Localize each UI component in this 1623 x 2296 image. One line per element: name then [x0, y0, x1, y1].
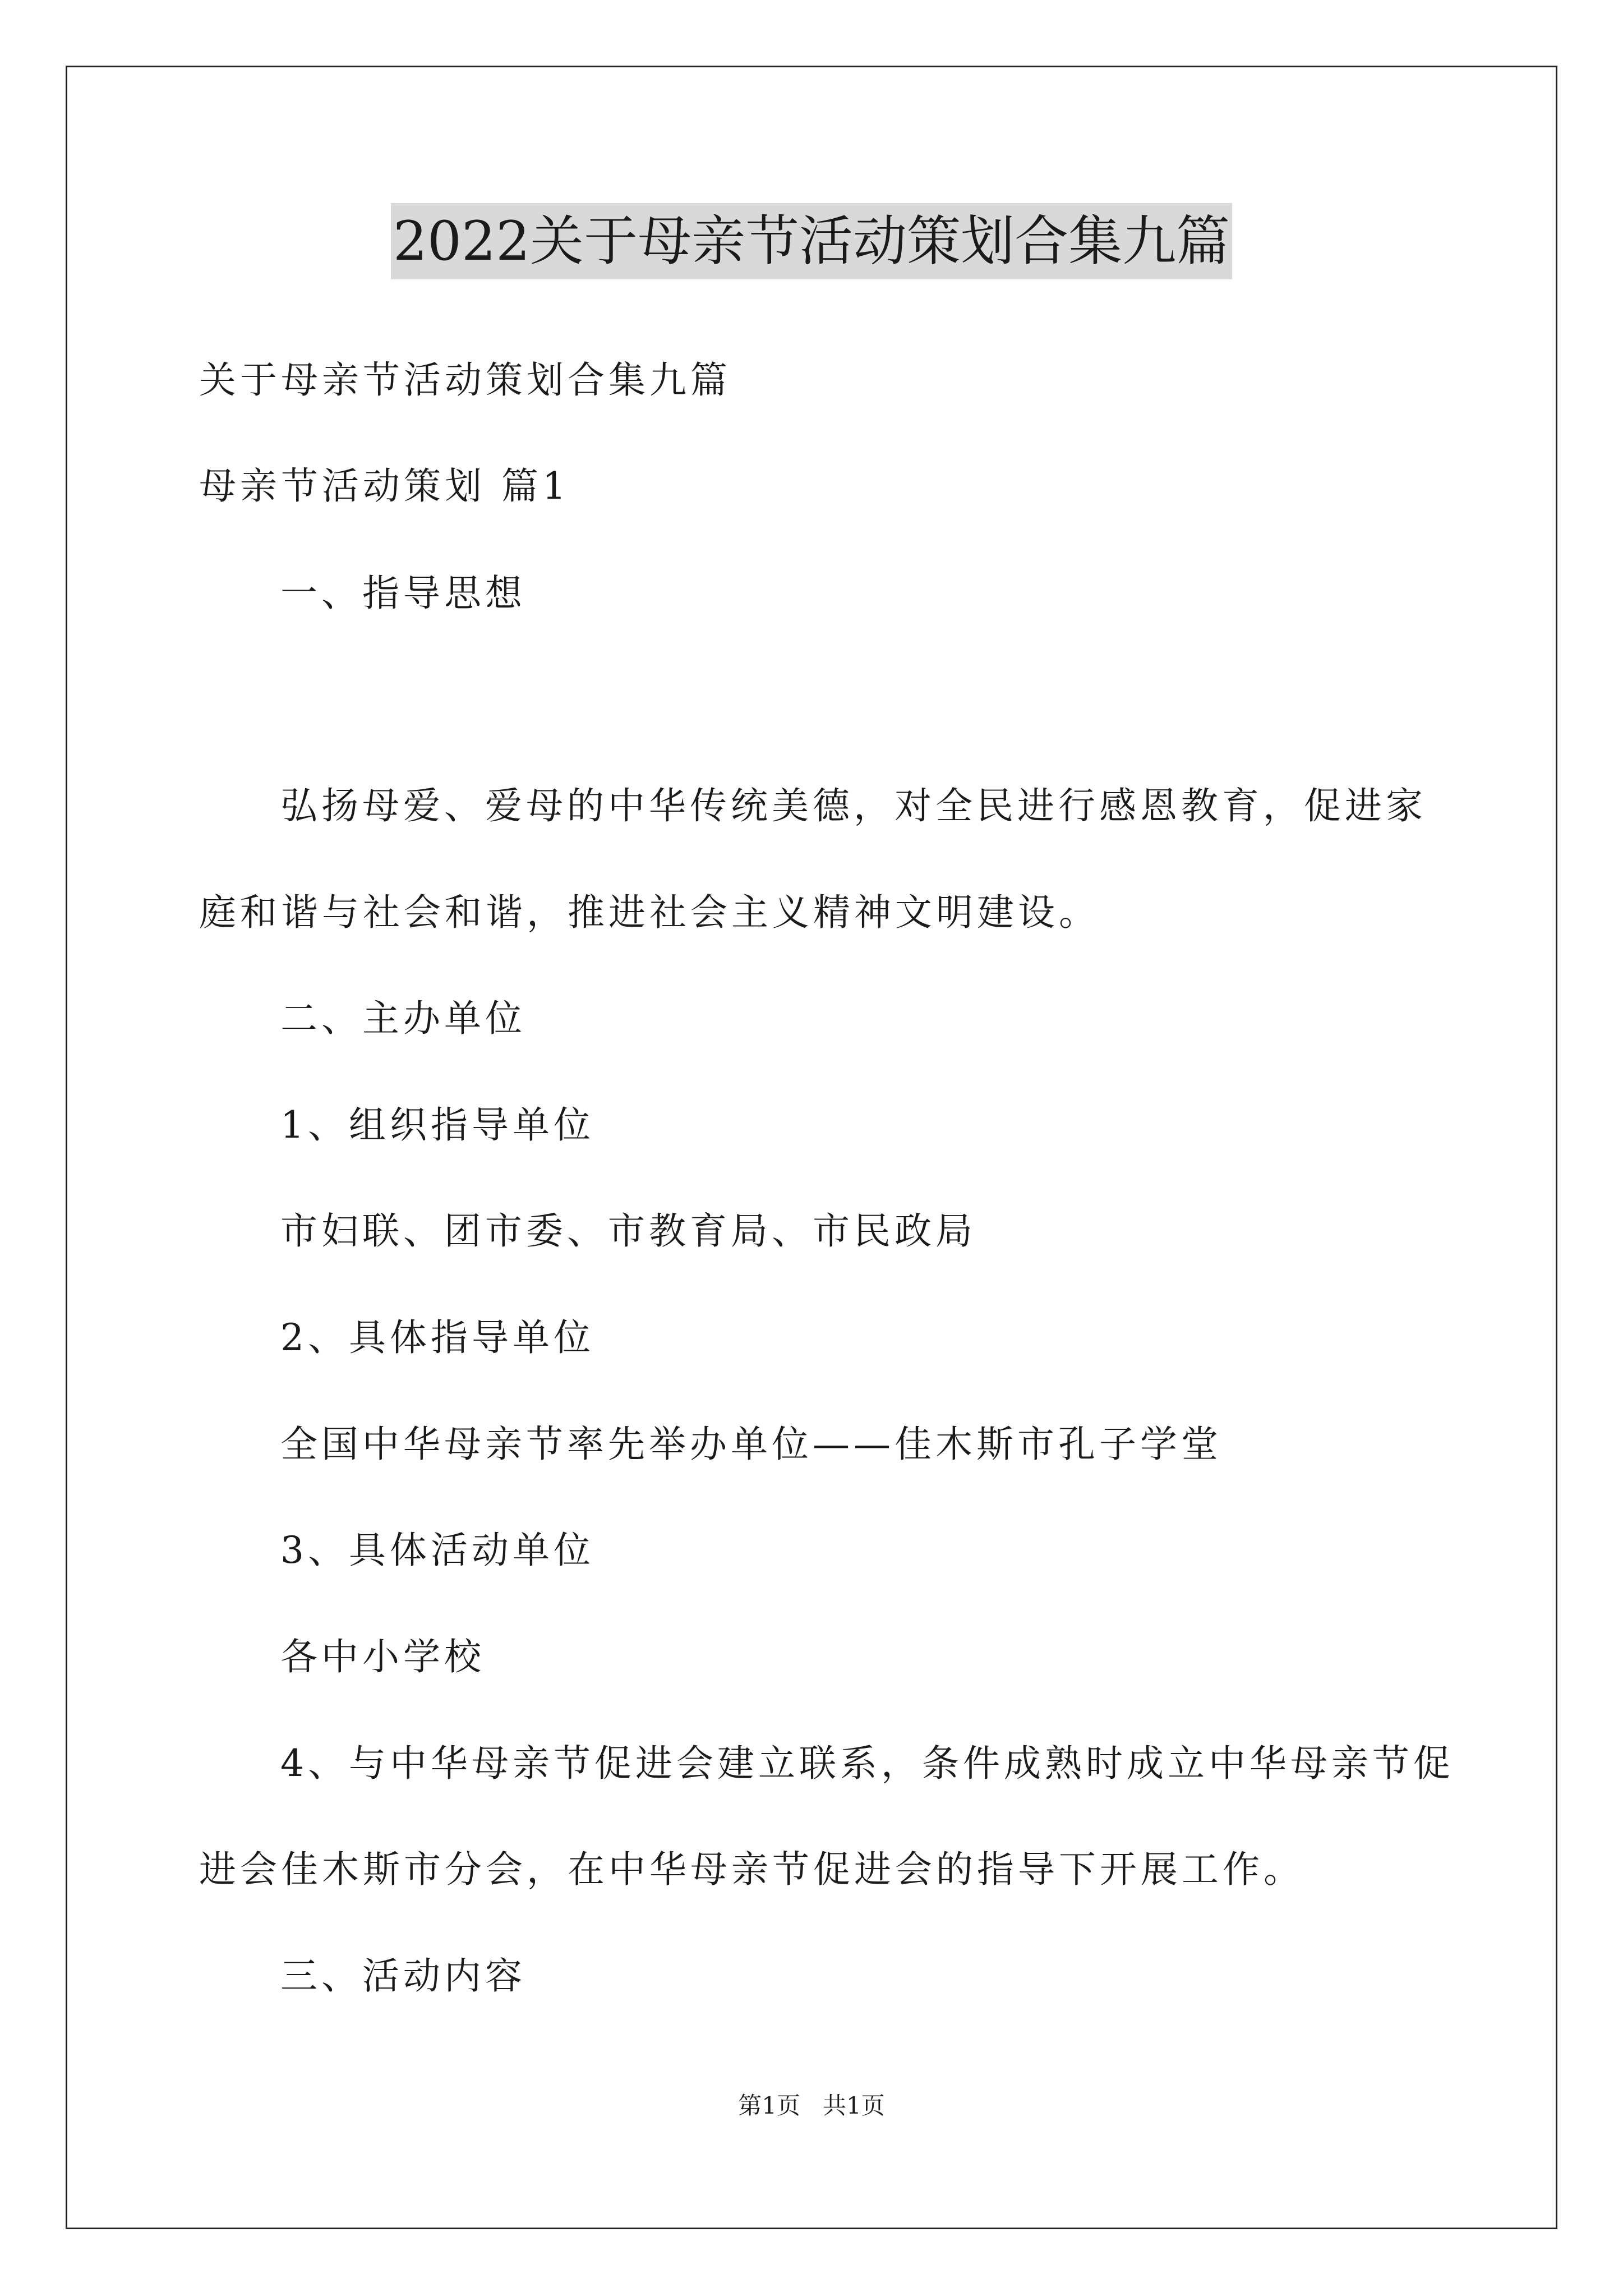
paragraph-line: 全国中华母亲节率先举办单位——佳木斯市孔子学堂 [280, 1423, 1222, 1466]
document-title: 2022关于母亲节活动策划合集九篇 [391, 203, 1232, 279]
paragraph-heading-activity-content: 三、活动内容 [280, 1954, 526, 1998]
document-subtitle: 关于母亲节活动策划合集九篇 [199, 358, 731, 402]
section-heading: 母亲节活动策划 篇1 [199, 464, 570, 508]
paragraph-heading-guiding-ideology: 一、指导思想 [280, 572, 526, 615]
paragraph-line: 1、组织指导单位 [280, 1103, 594, 1147]
paragraph-line: 各中小学校 [280, 1635, 485, 1678]
title-container [0, 203, 1623, 279]
paragraph-line: 3、具体活动单位 [280, 1529, 594, 1572]
paragraph-line: 2、具体指导单位 [280, 1316, 594, 1359]
paragraph-line: 进会佳木斯市分会，在中华母亲节促进会的指导下开展工作。 [199, 1848, 1304, 1891]
paragraph-line: 市妇联、团市委、市教育局、市民政局 [280, 1209, 976, 1253]
paragraph-line: 庭和谐与社会和谐，推进社会主义精神文明建设。 [199, 891, 1100, 934]
paragraph-line: 4、与中华母亲节促进会建立联系，条件成熟时成立中华母亲节促 [280, 1742, 1454, 1785]
paragraph-heading-organizers: 二、主办单位 [280, 997, 526, 1040]
page-footer: 第1页 共1页 [738, 2092, 885, 2119]
paragraph-line: 弘扬母爱、爱母的中华传统美德，对全民进行感恩教育，促进家 [280, 784, 1427, 827]
